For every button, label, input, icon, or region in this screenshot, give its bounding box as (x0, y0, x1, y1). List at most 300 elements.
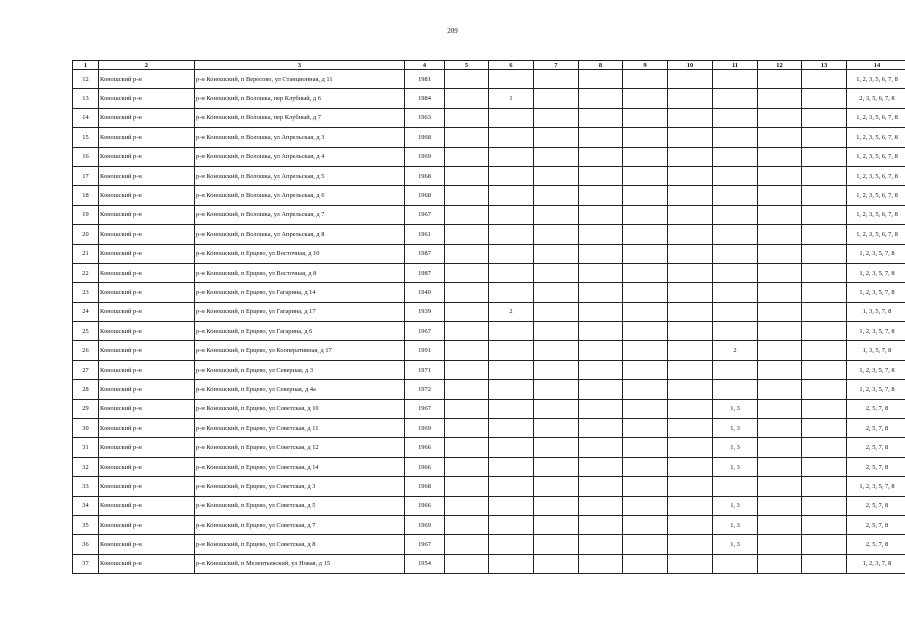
cell-col-10 (668, 554, 713, 573)
cell-col-11: 1, 3 (713, 496, 758, 515)
cell-col-7 (534, 438, 579, 457)
cell-col-14: 2, 5, 7, 8 (847, 496, 905, 515)
cell-col-6 (489, 360, 534, 379)
cell-col-2: Коношский р-н (99, 244, 195, 263)
cell-col-12 (758, 515, 802, 534)
cell-col-6 (489, 205, 534, 224)
cell-col-11 (713, 283, 758, 302)
cell-col-4: 1966 (405, 438, 445, 457)
cell-col-13 (802, 70, 847, 89)
cell-col-9 (623, 322, 668, 341)
cell-col-8 (579, 302, 623, 321)
cell-col-2: Коношский р-н (99, 360, 195, 379)
table-row (73, 128, 905, 147)
cell-col-10 (668, 477, 713, 496)
cell-col-13 (802, 108, 847, 127)
cell-col-9 (623, 457, 668, 476)
column-header-8: 8 (579, 61, 623, 70)
cell-col-5 (445, 322, 489, 341)
cell-col-5 (445, 166, 489, 185)
cell-col-2: Коношский р-н (99, 419, 195, 438)
cell-col-2: Коношский р-н (99, 535, 195, 554)
cell-col-13 (802, 186, 847, 205)
cell-col-14: 1, 2, 3, 5, 7, 8 (847, 263, 905, 282)
cell-col-11 (713, 128, 758, 147)
cell-col-8 (579, 205, 623, 224)
cell-col-5 (445, 147, 489, 166)
cell-col-11 (713, 554, 758, 573)
cell-col-5 (445, 515, 489, 534)
table-row (73, 360, 905, 379)
cell-col-4: 1967 (405, 205, 445, 224)
cell-col-10 (668, 225, 713, 244)
column-header-14: 14 (847, 61, 905, 70)
cell-col-3: р-н Коношский, п Ерцево, ул Советская, д 12 (195, 438, 405, 457)
cell-col-13 (802, 302, 847, 321)
cell-col-8 (579, 380, 623, 399)
cell-col-14: 1, 3, 5, 7, 8 (847, 341, 905, 360)
cell-col-4: 1968 (405, 128, 445, 147)
cell-col-2: Коношский р-н (99, 128, 195, 147)
header-row (73, 61, 905, 70)
cell-col-8 (579, 399, 623, 418)
cell-col-5 (445, 108, 489, 127)
cell-col-6 (489, 128, 534, 147)
cell-col-7 (534, 477, 579, 496)
cell-col-7 (534, 128, 579, 147)
cell-col-13 (802, 128, 847, 147)
cell-col-1: 27 (73, 360, 99, 379)
cell-col-12 (758, 128, 802, 147)
cell-col-8 (579, 477, 623, 496)
cell-col-11: 1, 3 (713, 419, 758, 438)
cell-col-5 (445, 263, 489, 282)
cell-col-13 (802, 477, 847, 496)
cell-col-14: 1, 2, 3, 5, 7, 8 (847, 244, 905, 263)
cell-col-3: р-н Коношский, п Волошка, ул Апрельская, д 6 (195, 186, 405, 205)
cell-col-13 (802, 205, 847, 224)
cell-col-10 (668, 186, 713, 205)
cell-col-9 (623, 341, 668, 360)
cell-col-13 (802, 225, 847, 244)
cell-col-9 (623, 515, 668, 534)
cell-col-9 (623, 244, 668, 263)
cell-col-4: 1967 (405, 535, 445, 554)
cell-col-14: 2, 5, 7, 8 (847, 535, 905, 554)
cell-col-5 (445, 554, 489, 573)
cell-col-14: 1, 2, 3, 5, 7, 8 (847, 477, 905, 496)
table-row (73, 283, 905, 302)
cell-col-5 (445, 419, 489, 438)
cell-col-2: Коношский р-н (99, 205, 195, 224)
cell-col-4: 1972 (405, 380, 445, 399)
cell-col-2: Коношский р-н (99, 166, 195, 185)
table-row (73, 147, 905, 166)
cell-col-6 (489, 380, 534, 399)
cell-col-3: р-н Коношский, п Ерцево, ул Советская, д 7 (195, 515, 405, 534)
cell-col-1: 30 (73, 419, 99, 438)
cell-col-8 (579, 360, 623, 379)
cell-col-12 (758, 554, 802, 573)
cell-col-11: 1, 3 (713, 515, 758, 534)
cell-col-5 (445, 244, 489, 263)
cell-col-6 (489, 108, 534, 127)
cell-col-7 (534, 89, 579, 108)
cell-col-10 (668, 128, 713, 147)
cell-col-2: Коношский р-н (99, 477, 195, 496)
table-row (73, 263, 905, 282)
cell-col-9 (623, 554, 668, 573)
cell-col-1: 34 (73, 496, 99, 515)
cell-col-4: 1967 (405, 399, 445, 418)
cell-col-1: 32 (73, 457, 99, 476)
cell-col-5 (445, 438, 489, 457)
cell-col-1: 13 (73, 89, 99, 108)
cell-col-1: 26 (73, 341, 99, 360)
cell-col-8 (579, 283, 623, 302)
cell-col-1: 21 (73, 244, 99, 263)
column-header-1: 1 (73, 61, 99, 70)
cell-col-13 (802, 554, 847, 573)
cell-col-5 (445, 496, 489, 515)
cell-col-1: 24 (73, 302, 99, 321)
cell-col-8 (579, 108, 623, 127)
cell-col-5 (445, 70, 489, 89)
table-row (73, 322, 905, 341)
cell-col-12 (758, 457, 802, 476)
column-header-6: 6 (489, 61, 534, 70)
cell-col-3: р-н Коношский, п Ерцево, ул Северная, д 4а (195, 380, 405, 399)
cell-col-12 (758, 186, 802, 205)
cell-col-9 (623, 380, 668, 399)
cell-col-11 (713, 477, 758, 496)
cell-col-6 (489, 477, 534, 496)
cell-col-10 (668, 438, 713, 457)
cell-col-13 (802, 535, 847, 554)
cell-col-12 (758, 244, 802, 263)
cell-col-13 (802, 380, 847, 399)
cell-col-10 (668, 108, 713, 127)
column-header-4: 4 (405, 61, 445, 70)
cell-col-7 (534, 302, 579, 321)
cell-col-11: 1, 3 (713, 399, 758, 418)
cell-col-11 (713, 263, 758, 282)
cell-col-14: 1, 2, 3, 5, 7, 8 (847, 380, 905, 399)
cell-col-11: 2 (713, 341, 758, 360)
column-header-2: 2 (99, 61, 195, 70)
cell-col-6 (489, 263, 534, 282)
cell-col-8 (579, 166, 623, 185)
cell-col-4: 1940 (405, 283, 445, 302)
cell-col-4: 1971 (405, 360, 445, 379)
column-header-10: 10 (668, 61, 713, 70)
table-row (73, 108, 905, 127)
cell-col-12 (758, 535, 802, 554)
table-row (73, 554, 905, 573)
cell-col-11 (713, 322, 758, 341)
cell-col-9 (623, 419, 668, 438)
cell-col-8 (579, 89, 623, 108)
cell-col-5 (445, 477, 489, 496)
cell-col-6 (489, 496, 534, 515)
cell-col-2: Коношский р-н (99, 283, 195, 302)
cell-col-10 (668, 89, 713, 108)
cell-col-13 (802, 419, 847, 438)
cell-col-7 (534, 205, 579, 224)
cell-col-10 (668, 360, 713, 379)
cell-col-1: 15 (73, 128, 99, 147)
cell-col-3: р-н Коношский, п Ерцево, ул Советская, д 10 (195, 399, 405, 418)
cell-col-11: 1, 3 (713, 438, 758, 457)
cell-col-2: Коношский р-н (99, 302, 195, 321)
cell-col-7 (534, 263, 579, 282)
cell-col-4: 1966 (405, 496, 445, 515)
cell-col-10 (668, 302, 713, 321)
cell-col-12 (758, 496, 802, 515)
cell-col-3: р-н Коношский, п Волошка, пер Клубный, д 7 (195, 108, 405, 127)
cell-col-8 (579, 419, 623, 438)
cell-col-7 (534, 322, 579, 341)
cell-col-9 (623, 128, 668, 147)
cell-col-13 (802, 496, 847, 515)
cell-col-10 (668, 535, 713, 554)
cell-col-5 (445, 225, 489, 244)
cell-col-9 (623, 438, 668, 457)
cell-col-7 (534, 380, 579, 399)
cell-col-8 (579, 438, 623, 457)
cell-col-4: 1968 (405, 186, 445, 205)
cell-col-1: 23 (73, 283, 99, 302)
cell-col-6: 2 (489, 302, 534, 321)
cell-col-11 (713, 225, 758, 244)
cell-col-1: 16 (73, 147, 99, 166)
cell-col-3: р-н Коношский, п Ерцево, ул Гагарина, д 6 (195, 322, 405, 341)
cell-col-4: 1961 (405, 225, 445, 244)
cell-col-11 (713, 166, 758, 185)
cell-col-1: 37 (73, 554, 99, 573)
cell-col-1: 36 (73, 535, 99, 554)
table-row (73, 244, 905, 263)
cell-col-1: 14 (73, 108, 99, 127)
column-header-9: 9 (623, 61, 668, 70)
cell-col-5 (445, 341, 489, 360)
cell-col-6 (489, 70, 534, 89)
cell-col-7 (534, 166, 579, 185)
cell-col-3: р-н Коношский, п Ерцево, ул Советская, д 11 (195, 419, 405, 438)
cell-col-14: 2, 5, 7, 8 (847, 438, 905, 457)
table-row (73, 89, 905, 108)
cell-col-8 (579, 225, 623, 244)
cell-col-1: 35 (73, 515, 99, 534)
cell-col-12 (758, 341, 802, 360)
cell-col-10 (668, 166, 713, 185)
cell-col-4: 1968 (405, 477, 445, 496)
cell-col-5 (445, 128, 489, 147)
cell-col-10 (668, 205, 713, 224)
cell-col-9 (623, 147, 668, 166)
cell-col-3: р-н Коношский, п Ерцево, ул Советская, д 5 (195, 496, 405, 515)
table-row (73, 186, 905, 205)
cell-col-5 (445, 360, 489, 379)
cell-col-5 (445, 399, 489, 418)
cell-col-12 (758, 166, 802, 185)
table-row (73, 419, 905, 438)
cell-col-4: 1969 (405, 147, 445, 166)
cell-col-14: 1, 2, 3, 5, 6, 7, 8 (847, 147, 905, 166)
cell-col-4: 1966 (405, 457, 445, 476)
cell-col-2: Коношский р-н (99, 108, 195, 127)
cell-col-13 (802, 89, 847, 108)
cell-col-14: 1, 2, 3, 5, 7, 8 (847, 360, 905, 379)
cell-col-3: р-н Коношский, п Ерцево, ул Кооперативная, д 17 (195, 341, 405, 360)
cell-col-3: р-н Коношский, п Волошка, ул Апрельская, д 3 (195, 128, 405, 147)
cell-col-13 (802, 399, 847, 418)
cell-col-2: Коношский р-н (99, 263, 195, 282)
cell-col-2: Коношский р-н (99, 341, 195, 360)
table-row (73, 438, 905, 457)
cell-col-11 (713, 244, 758, 263)
cell-col-8 (579, 535, 623, 554)
cell-col-14: 1, 2, 3, 5, 6, 7, 8 (847, 108, 905, 127)
cell-col-7 (534, 515, 579, 534)
cell-col-13 (802, 263, 847, 282)
cell-col-13 (802, 147, 847, 166)
cell-col-12 (758, 399, 802, 418)
table-row (73, 225, 905, 244)
table-row (73, 166, 905, 185)
cell-col-7 (534, 419, 579, 438)
cell-col-11 (713, 380, 758, 399)
cell-col-13 (802, 341, 847, 360)
cell-col-14: 2, 3, 5, 6, 7, 8 (847, 89, 905, 108)
column-header-11: 11 (713, 61, 758, 70)
cell-col-10 (668, 496, 713, 515)
cell-col-2: Коношский р-н (99, 515, 195, 534)
cell-col-1: 22 (73, 263, 99, 282)
table-row (73, 380, 905, 399)
cell-col-4: 1967 (405, 322, 445, 341)
cell-col-4: 1968 (405, 166, 445, 185)
cell-col-13 (802, 322, 847, 341)
cell-col-7 (534, 554, 579, 573)
cell-col-10 (668, 380, 713, 399)
cell-col-9 (623, 263, 668, 282)
cell-col-10 (668, 457, 713, 476)
cell-col-6 (489, 244, 534, 263)
cell-col-11 (713, 302, 758, 321)
table-row (73, 302, 905, 321)
cell-col-8 (579, 244, 623, 263)
cell-col-13 (802, 283, 847, 302)
cell-col-14: 1, 3, 5, 7, 8 (847, 302, 905, 321)
cell-col-8 (579, 554, 623, 573)
cell-col-6 (489, 341, 534, 360)
cell-col-3: р-н Коношский, п Ерцево, ул Гагарина, д 17 (195, 302, 405, 321)
cell-col-9 (623, 496, 668, 515)
cell-col-8 (579, 515, 623, 534)
cell-col-9 (623, 166, 668, 185)
cell-col-13 (802, 515, 847, 534)
cell-col-1: 28 (73, 380, 99, 399)
cell-col-8 (579, 496, 623, 515)
cell-col-11: 1, 3 (713, 457, 758, 476)
cell-col-7 (534, 186, 579, 205)
cell-col-1: 20 (73, 225, 99, 244)
cell-col-14: 1, 2, 3, 5, 6, 7, 8 (847, 128, 905, 147)
cell-col-10 (668, 283, 713, 302)
table-row (73, 477, 905, 496)
data-table (72, 60, 905, 574)
cell-col-6 (489, 166, 534, 185)
cell-col-3: р-н Коношский, п Мелентьевский, ул Новая, д 15 (195, 554, 405, 573)
cell-col-5 (445, 302, 489, 321)
cell-col-5 (445, 283, 489, 302)
table-row (73, 457, 905, 476)
cell-col-4: 1969 (405, 419, 445, 438)
cell-col-11 (713, 147, 758, 166)
cell-col-12 (758, 477, 802, 496)
cell-col-10 (668, 322, 713, 341)
column-header-5: 5 (445, 61, 489, 70)
cell-col-9 (623, 477, 668, 496)
cell-col-3: р-н Коношский, п Волошка, ул Апрельская, д 7 (195, 205, 405, 224)
cell-col-8 (579, 186, 623, 205)
page-number: 209 (447, 27, 458, 35)
table-row (73, 515, 905, 534)
cell-col-9 (623, 205, 668, 224)
cell-col-2: Коношский р-н (99, 438, 195, 457)
cell-col-5 (445, 205, 489, 224)
cell-col-14: 1, 2, 3, 5, 7, 8 (847, 322, 905, 341)
cell-col-5 (445, 89, 489, 108)
cell-col-2: Коношский р-н (99, 322, 195, 341)
cell-col-7 (534, 70, 579, 89)
cell-col-3: р-н Коношский, п Волошка, ул Апрельская, д 8 (195, 225, 405, 244)
cell-col-8 (579, 70, 623, 89)
cell-col-1: 33 (73, 477, 99, 496)
column-header-7: 7 (534, 61, 579, 70)
cell-col-9 (623, 283, 668, 302)
cell-col-12 (758, 419, 802, 438)
cell-col-8 (579, 263, 623, 282)
cell-col-12 (758, 380, 802, 399)
cell-col-13 (802, 457, 847, 476)
cell-col-1: 17 (73, 166, 99, 185)
cell-col-10 (668, 70, 713, 89)
cell-col-11 (713, 70, 758, 89)
cell-col-7 (534, 108, 579, 127)
cell-col-9 (623, 70, 668, 89)
cell-col-12 (758, 263, 802, 282)
cell-col-14: 2, 5, 7, 8 (847, 399, 905, 418)
cell-col-5 (445, 186, 489, 205)
cell-col-6 (489, 186, 534, 205)
cell-col-14: 1, 2, 3, 5, 6, 7, 8 (847, 225, 905, 244)
cell-col-2: Коношский р-н (99, 70, 195, 89)
cell-col-12 (758, 147, 802, 166)
cell-col-7 (534, 147, 579, 166)
cell-col-12 (758, 283, 802, 302)
cell-col-7 (534, 225, 579, 244)
cell-col-12 (758, 360, 802, 379)
cell-col-2: Коношский р-н (99, 380, 195, 399)
table-row (73, 70, 905, 89)
cell-col-3: р-н Коношский, п Волошка, пер Клубный, д 6 (195, 89, 405, 108)
cell-col-4: 1987 (405, 244, 445, 263)
cell-col-12 (758, 438, 802, 457)
cell-col-9 (623, 535, 668, 554)
column-header-13: 13 (802, 61, 847, 70)
